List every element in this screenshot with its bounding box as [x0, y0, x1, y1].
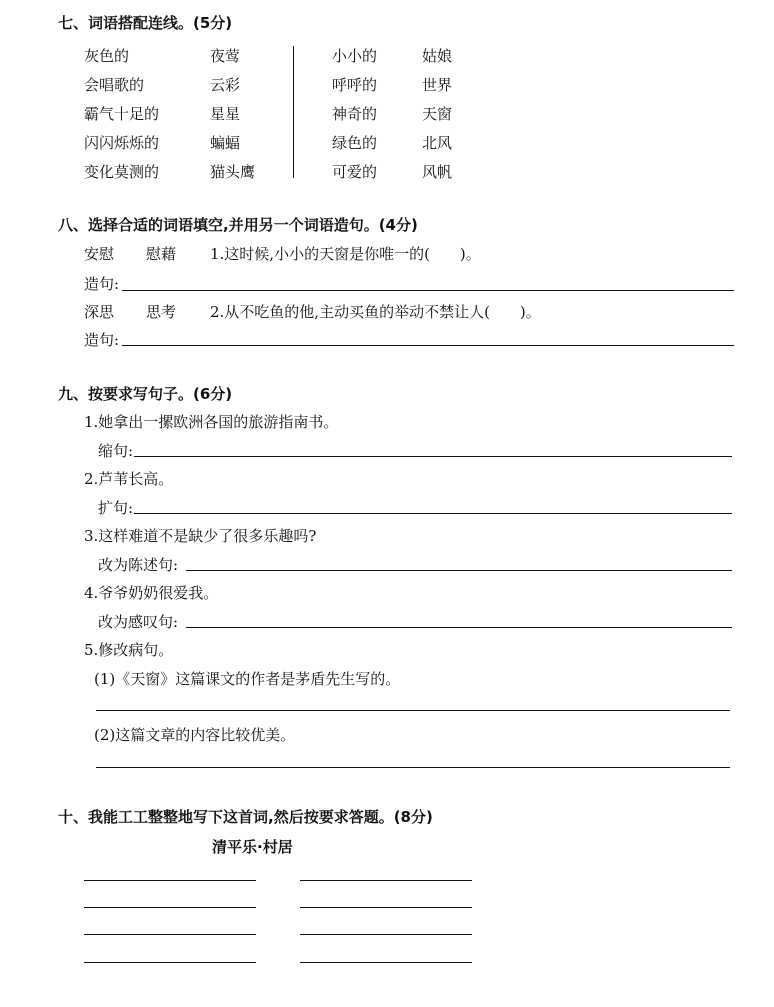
list-item[interactable]: 姑娘: [422, 47, 453, 65]
answer-line[interactable]: [122, 290, 734, 291]
answer-line[interactable]: [84, 907, 256, 908]
question-text: 2.芦苇长高。: [84, 470, 174, 488]
column-divider: [293, 46, 294, 178]
task-label: 改为感叹句:: [98, 613, 179, 631]
word-option: 深思: [84, 303, 115, 321]
answer-line[interactable]: [300, 934, 472, 935]
s7-right-column-b: [422, 42, 452, 187]
answer-line[interactable]: [300, 962, 472, 963]
s7-left-column-a: [84, 42, 159, 187]
answer-line[interactable]: [300, 907, 472, 908]
section-7-heading: 七、词语搭配连线。(5分): [58, 14, 233, 32]
question-text: (1)《天窗》这篇课文的作者是茅盾先生写的。: [94, 670, 401, 688]
question-text: 1.她拿出一摞欧洲各国的旅游指南书。: [84, 413, 339, 431]
answer-line[interactable]: [186, 570, 732, 571]
answer-line[interactable]: [84, 934, 256, 935]
list-item[interactable]: 小小的: [332, 47, 378, 65]
list-item[interactable]: 会唱歌的: [84, 76, 145, 94]
task-label: 改为陈述句:: [98, 556, 179, 574]
s7-right-column-a: [332, 42, 377, 187]
list-item[interactable]: 云彩: [210, 76, 241, 94]
answer-line[interactable]: [84, 880, 256, 881]
section-8-heading: 八、选择合适的词语填空,并用另一个词语造句。(4分): [58, 216, 418, 234]
fill-blank-question-1: 1.这时候,小小的天窗是你唯一的( )。: [210, 245, 481, 263]
section-10-heading: 十、我能工工整整地写下这首词,然后按要求答题。(8分): [58, 808, 433, 826]
task-label: 扩句:: [98, 499, 134, 517]
list-item[interactable]: 霸气十足的: [84, 105, 160, 123]
task-label: 缩句:: [98, 442, 134, 460]
s7-left-column-b: [210, 42, 255, 187]
list-item[interactable]: 闪闪烁烁的: [84, 134, 160, 152]
question-text: 3.这样难道不是缺少了很多乐趣吗?: [84, 527, 317, 545]
section-9-heading: 九、按要求写句子。(6分): [58, 385, 233, 403]
list-item[interactable]: 世界: [422, 76, 453, 94]
list-item[interactable]: 蝙蝠: [210, 134, 241, 152]
make-sentence-label: 造句:: [84, 275, 120, 293]
list-item[interactable]: 可爱的: [332, 163, 378, 181]
list-item[interactable]: 风帆: [422, 163, 453, 181]
question-text: 4.爷爷奶奶很爱我。: [84, 584, 219, 602]
answer-line[interactable]: [186, 627, 732, 628]
list-item[interactable]: 猫头鹰: [210, 163, 256, 181]
list-item[interactable]: 天窗: [422, 105, 453, 123]
list-item[interactable]: 绿色的: [332, 134, 378, 152]
make-sentence-label: 造句:: [84, 331, 120, 349]
question-text: (2)这篇文章的内容比较优美。: [94, 726, 296, 744]
word-option: 思考: [146, 303, 177, 321]
list-item[interactable]: 灰色的: [84, 47, 130, 65]
list-item[interactable]: 呼呼的: [332, 76, 378, 94]
answer-line[interactable]: [134, 456, 732, 457]
list-item[interactable]: 夜莺: [210, 47, 241, 65]
answer-line[interactable]: [96, 767, 730, 768]
word-option: 安慰: [84, 245, 115, 263]
answer-line[interactable]: [84, 962, 256, 963]
answer-line[interactable]: [122, 345, 734, 346]
answer-line[interactable]: [96, 710, 730, 711]
answer-line[interactable]: [300, 880, 472, 881]
list-item[interactable]: 变化莫测的: [84, 163, 160, 181]
answer-line[interactable]: [134, 513, 732, 514]
poem-title: 清平乐·村居: [212, 838, 293, 856]
fill-blank-question-2: 2.从不吃鱼的他,主动买鱼的举动不禁让人( )。: [210, 303, 541, 321]
list-item[interactable]: 神奇的: [332, 105, 378, 123]
list-item[interactable]: 北风: [422, 134, 453, 152]
word-option: 慰藉: [146, 245, 177, 263]
list-item[interactable]: 星星: [210, 105, 241, 123]
question-text: 5.修改病句。: [84, 641, 174, 659]
